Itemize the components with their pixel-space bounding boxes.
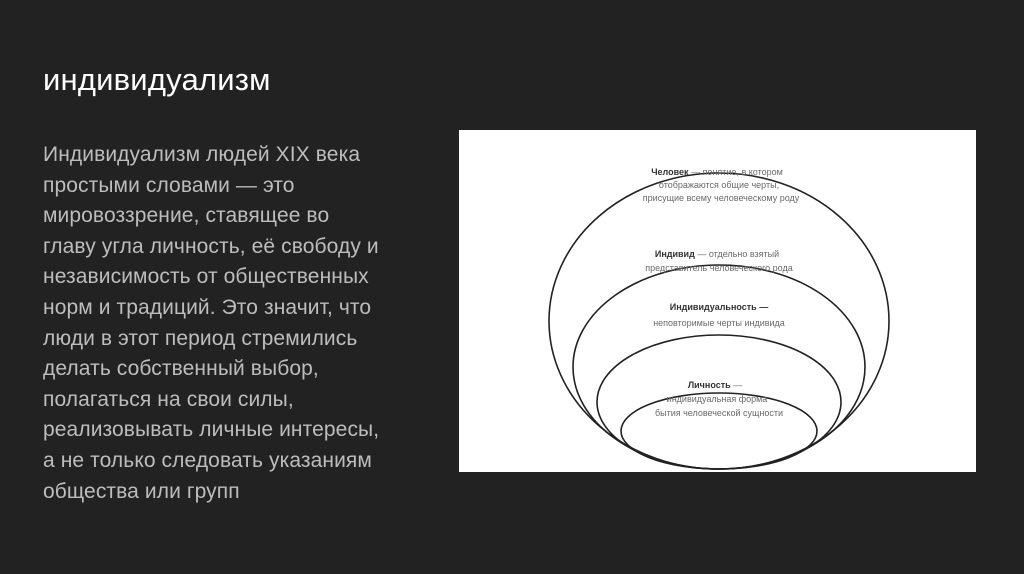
level-chelovek-line3: присущие всему человеческому роду — [642, 193, 800, 203]
level-chelovek-line1 — [651, 167, 783, 177]
level-individ-desc: — отдельно взятый — [697, 249, 780, 259]
body-line: а не только следовать указаниям — [43, 448, 372, 472]
body-line: общества или групп — [43, 479, 240, 503]
body-line: полагаться на свои силы, — [43, 387, 294, 411]
body-line: главу угла личность, её свободу и — [43, 234, 379, 258]
body-line: независимость от общественных — [43, 265, 369, 289]
slide-title: индивидуализм — [43, 62, 271, 97]
body-line: норм и традиций. Это значит, что — [43, 295, 372, 319]
level-lichnost-line3: бытия человеческой сущности — [654, 408, 784, 418]
body-text — [43, 140, 453, 507]
level-lichnost-line1 — [688, 380, 742, 390]
body-line: реализовывать личные интересы, — [43, 418, 380, 442]
body-line: Индивидуализм людей XIX века — [43, 143, 361, 166]
body-line: делать собственный выбор, — [43, 357, 319, 381]
level-chelovek-desc: — понятие, в котором — [691, 167, 783, 177]
level-chelovek-line2: отображаются общие черты, — [658, 180, 780, 190]
body-line: простыми словами — это — [43, 173, 295, 197]
level-lichnost-term: Личность — [687, 380, 731, 390]
level-lichnost-desc: — — [733, 380, 743, 390]
level-individualnost-term: Индивидуальность — — [669, 302, 769, 312]
level-individ-line2: представитель человеческого рода — [645, 263, 793, 273]
level-chelovek-term: Человек — [651, 167, 689, 177]
nested-ellipses-diagram — [459, 130, 976, 472]
level-lichnost-line2: индивидуальная форма — [666, 394, 768, 404]
level-individ-line1 — [655, 249, 779, 259]
body-line: люди в этот период стремились — [43, 326, 358, 350]
level-individ-term: Индивид — [654, 249, 695, 259]
body-line: мировоззрение, ставящее во — [43, 204, 330, 228]
ring-lichnost — [621, 393, 817, 469]
level-individualnost-line2: неповторимые черты индивида — [653, 318, 785, 328]
diagram-svg — [459, 130, 976, 472]
